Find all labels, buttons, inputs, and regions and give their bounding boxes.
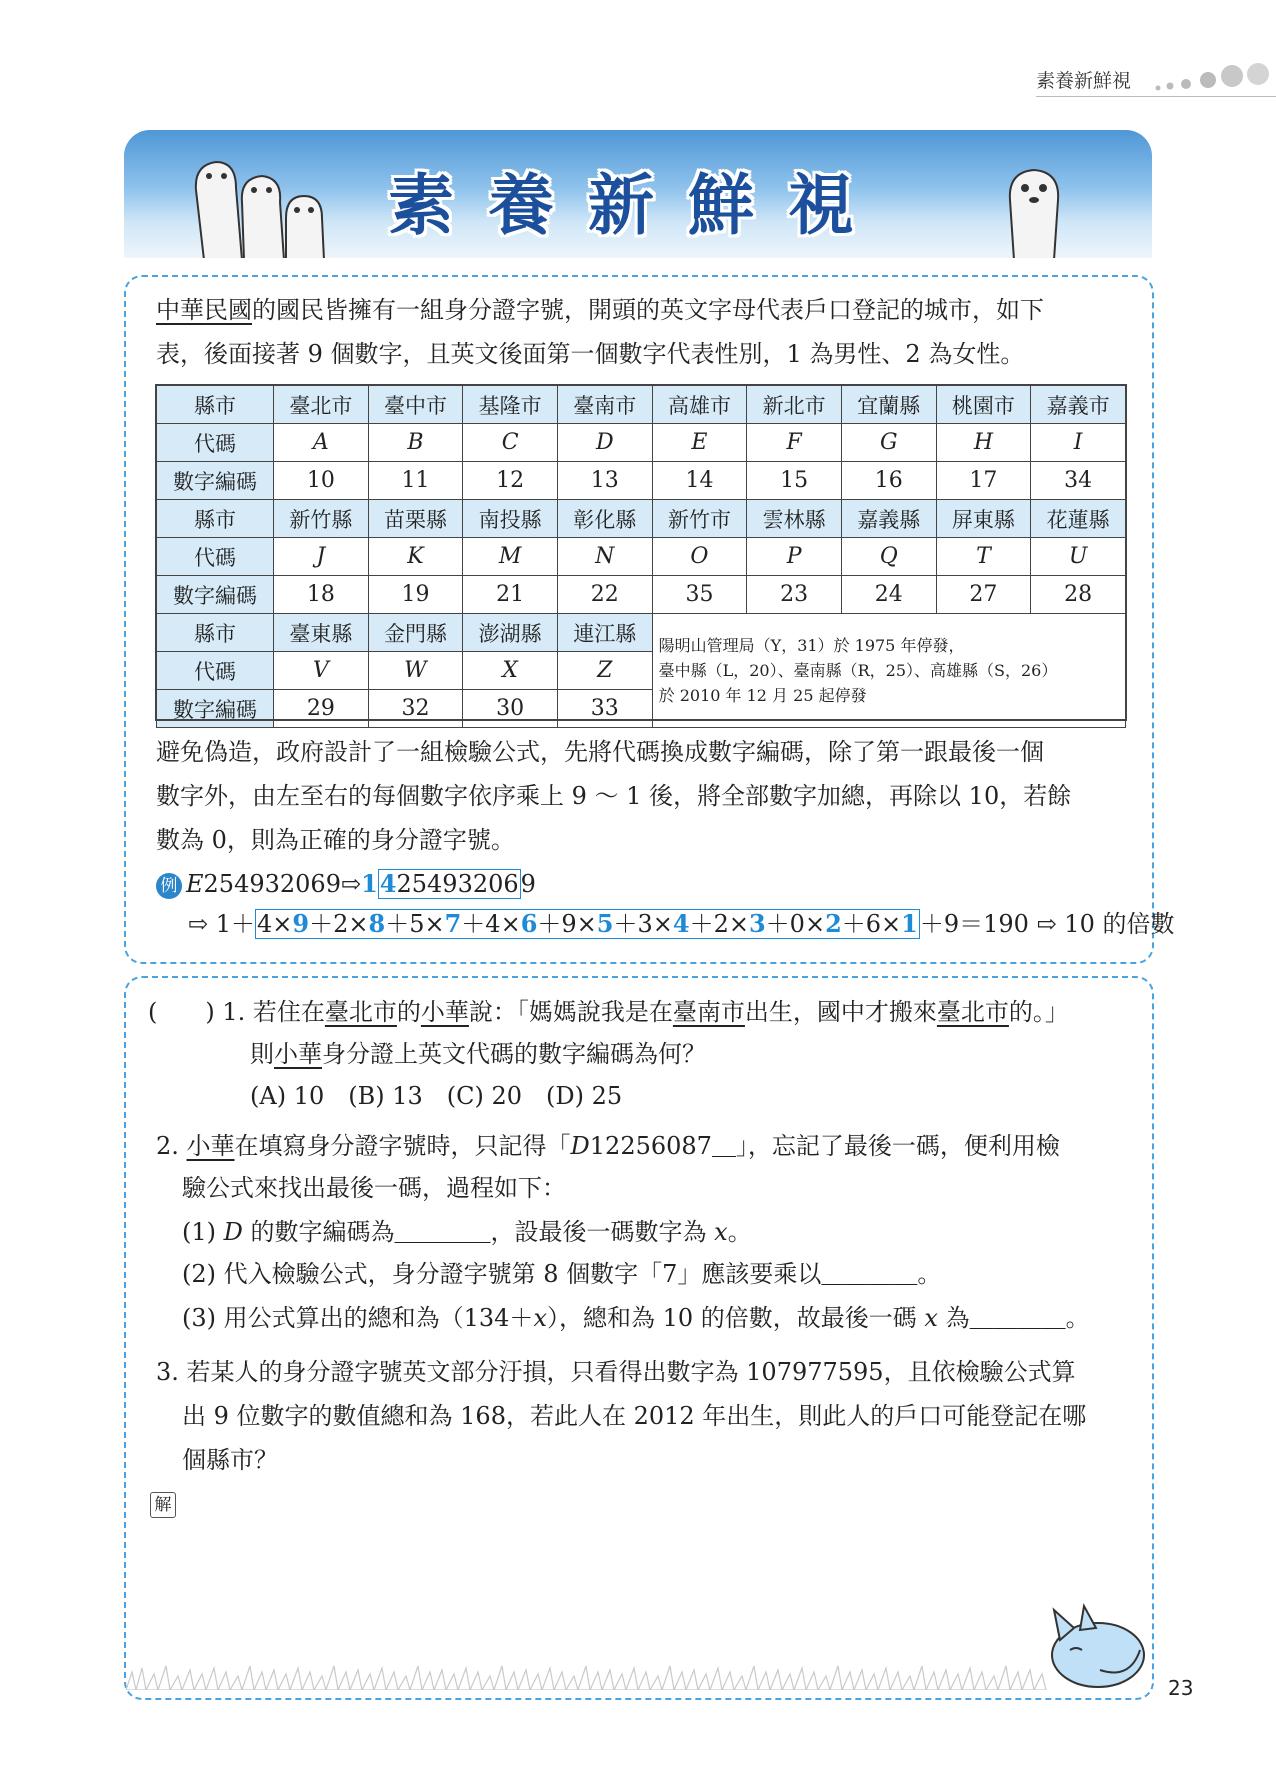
- code-cell: J: [274, 538, 369, 576]
- table-row: [157, 500, 1126, 538]
- times-sign: ×: [804, 910, 826, 938]
- city-cell: 基隆市: [463, 386, 558, 424]
- table-row: [157, 424, 1126, 462]
- code-cell: F: [747, 424, 842, 462]
- plus-sign: ＋: [309, 910, 334, 938]
- arrow-icon: ⇨: [340, 870, 362, 898]
- row-header: 數字編碼: [157, 690, 274, 728]
- term-digit: 3: [637, 910, 653, 938]
- city-cell: 嘉義縣: [841, 500, 936, 538]
- q2-line-1: 2. 小華在填寫身分證字號時，只記得「D12256087＿」，忘記了最後一碼，便利用檢: [156, 1132, 1060, 1160]
- number-cell: 21: [463, 576, 558, 614]
- number-cell: 15: [747, 462, 842, 500]
- plus-sign: ＋: [841, 910, 866, 938]
- number-cell: 18: [274, 576, 369, 614]
- solution-area[interactable]: [150, 1480, 176, 1524]
- note-line: 陽明山管理局（Y，31）於 1975 年停發，: [658, 636, 965, 655]
- times-sign: ×: [881, 910, 902, 938]
- times-sign: ×: [652, 910, 673, 938]
- city-cell: 花蓮縣: [1031, 500, 1126, 538]
- note-line: 於 2010 年 12 月 25 起停發: [658, 686, 867, 705]
- city-cell: 臺北市: [274, 386, 369, 424]
- term-weight: 4: [672, 909, 690, 938]
- plus-sign: ＋: [537, 910, 562, 938]
- q3-line-3: 個縣市？: [182, 1446, 278, 1474]
- row-header: 數字編碼: [157, 462, 274, 500]
- code-cell: T: [936, 538, 1031, 576]
- title-banner: [124, 130, 1152, 258]
- code-cell: H: [936, 424, 1031, 462]
- times-sign: ×: [348, 910, 369, 938]
- note-line: 臺中縣（L，20）、臺南縣（R，25）、高雄縣（S，26）: [658, 661, 1058, 680]
- code-cell: A: [274, 424, 369, 462]
- code-cell: X: [463, 652, 558, 690]
- city-cell: 臺南市: [557, 386, 652, 424]
- number-cell: 32: [368, 690, 463, 728]
- city-cell: 嘉義市: [1031, 386, 1126, 424]
- number-cell: 28: [1031, 576, 1126, 614]
- term-digit: 2: [333, 910, 349, 938]
- term-weight: 1: [901, 909, 918, 938]
- example-weighted-terms: [255, 909, 920, 939]
- number-cell: 30: [463, 690, 558, 728]
- code-cell: I: [1031, 424, 1126, 462]
- example-boxed-digits: 425493206: [379, 869, 519, 898]
- example-code-letter: E: [186, 870, 204, 898]
- answer-paren[interactable]: ( ): [148, 998, 215, 1026]
- code-cell: M: [463, 538, 558, 576]
- grass-decoration-icon: [126, 1660, 1148, 1690]
- meerkat-illustration-icon: [994, 160, 1074, 258]
- city-cell: 雲林縣: [747, 500, 842, 538]
- city-cell: 新北市: [747, 386, 842, 424]
- code-cell: P: [747, 538, 842, 576]
- q2-sub-1: (1) D 的數字編碼為＿＿＿＿，設最後一碼數字為 x。: [182, 1218, 752, 1246]
- page-number: 23: [1168, 1676, 1194, 1700]
- city-cell: 臺中市: [368, 386, 463, 424]
- plus-sign: ＋: [613, 910, 638, 938]
- city-cell: 金門縣: [368, 614, 463, 652]
- rule-line-2: 數字外，由左至右的每個數字依序乘上 9 ～ 1 後，將全部數字加總，再除以 10，若餘: [156, 782, 1072, 810]
- code-cell: C: [463, 424, 558, 462]
- table-row: [157, 386, 1126, 424]
- times-sign: ×: [424, 910, 445, 938]
- city-cell: 苗栗縣: [368, 500, 463, 538]
- city-cell: 屏東縣: [936, 500, 1031, 538]
- city-cell: 臺東縣: [274, 614, 369, 652]
- table-row: [157, 462, 1126, 500]
- city-cell: 新竹市: [652, 500, 747, 538]
- q2-line-2: 驗公式來找出最後一碼，過程如下：: [182, 1174, 566, 1202]
- intro-line-1: 中華民國的國民皆擁有一組身分證字號，開頭的英文字母代表戶口登記的城市，如下: [156, 296, 1044, 324]
- number-cell: 35: [652, 576, 747, 614]
- city-cell: 高雄市: [652, 386, 747, 424]
- q3-line-1: 3. 若某人的身分證字號英文部分汙損，只看得出數字為 107977595，且依檢驗公式算: [156, 1358, 1076, 1386]
- number-cell: 19: [368, 576, 463, 614]
- row-header: 數字編碼: [157, 576, 274, 614]
- term-digit: 4: [485, 910, 501, 938]
- q3-line-2: 出 9 位數字的數值總和為 168，若此人在 2012 年出生，則此人的戶口可能登記在哪: [182, 1402, 1087, 1430]
- code-cell: G: [841, 424, 936, 462]
- q2-sub-2: (2) 代入檢驗公式，身分證字號第 8 個數字「7」應該要乘以＿＿＿＿。: [182, 1260, 942, 1288]
- term-weight: 3: [748, 909, 766, 938]
- term-digit: 5: [409, 910, 425, 938]
- term-digit: 2: [713, 910, 729, 938]
- plus-sign: ＋: [765, 910, 790, 938]
- rule-line-1: 避免偽造，政府設計了一組檢驗公式，先將代碼換成數字編碼，除了第一跟最後一個: [156, 738, 1044, 766]
- plus-sign: ＋: [385, 910, 410, 938]
- city-cell: 連江縣: [557, 614, 652, 652]
- table-note: [652, 614, 1125, 728]
- example-line-1: 例 E254932069⇨14254932069: [156, 862, 536, 906]
- code-cell: O: [652, 538, 747, 576]
- section-tag: 素養新鮮視: [1036, 70, 1132, 92]
- table-row: [157, 614, 1126, 652]
- code-cell: W: [368, 652, 463, 690]
- term-weight: 9: [292, 909, 310, 938]
- number-cell: 10: [274, 462, 369, 500]
- number-cell: 14: [652, 462, 747, 500]
- number-cell: 17: [936, 462, 1031, 500]
- row-header: 代碼: [157, 538, 274, 576]
- code-cell: D: [557, 424, 652, 462]
- times-sign: ×: [500, 910, 521, 938]
- code-cell: Z: [557, 652, 652, 690]
- city-cell: 新竹縣: [274, 500, 369, 538]
- example-code-digits: 254932069: [203, 870, 341, 898]
- example-line-2: ⇨ 1＋4×9＋2×8＋5×7＋4×6＋9×5＋3×4＋2×3＋0×2＋6×1＋9＝190 ⇨ 10 的倍數: [188, 909, 1175, 938]
- city-cell: 彰化縣: [557, 500, 652, 538]
- plus-sign: ＋: [689, 910, 714, 938]
- times-sign: ×: [272, 910, 293, 938]
- number-cell: 16: [841, 462, 936, 500]
- solution-label: 解: [150, 1492, 176, 1518]
- city-cell: 桃園市: [936, 386, 1031, 424]
- code-cell: V: [274, 652, 369, 690]
- q1-line-1: ( ) 1. 若住在臺北市的小華說：「媽媽說我是在臺南市出生，國中才搬來臺北市的。」: [148, 998, 1069, 1026]
- row-header: 縣市: [157, 614, 274, 652]
- term-weight: 5: [596, 909, 614, 938]
- table-row: [157, 538, 1126, 576]
- row-header: 縣市: [157, 386, 274, 424]
- intro-line-2: 表，後面接著 9 個數字，且英文後面第一個數字代表性別，1 為男性、2 為女性。: [156, 340, 1025, 368]
- sleeping-fox-icon: [1040, 1600, 1150, 1690]
- code-cell: B: [368, 424, 463, 462]
- code-cell: N: [557, 538, 652, 576]
- number-cell: 12: [463, 462, 558, 500]
- city-code-table: [156, 385, 1126, 728]
- times-sign: ×: [728, 910, 749, 938]
- number-cell: 33: [557, 690, 652, 728]
- q1-options: (A) 10 (B) 13 (C) 20 (D) 25: [250, 1082, 623, 1110]
- header-rule: [1036, 96, 1276, 97]
- code-cell: Q: [841, 538, 936, 576]
- rule-line-3: 數為 0，則為正確的身分證字號。: [156, 826, 515, 854]
- term-digit: 6: [865, 910, 882, 938]
- times-sign: ×: [576, 910, 597, 938]
- city-cell: 南投縣: [463, 500, 558, 538]
- term-digit: 0: [789, 910, 805, 938]
- term-digit: 4: [257, 910, 273, 938]
- code-cell: E: [652, 424, 747, 462]
- number-cell: 13: [557, 462, 652, 500]
- number-cell: 22: [557, 576, 652, 614]
- number-cell: 24: [841, 576, 936, 614]
- number-cell: 11: [368, 462, 463, 500]
- term-weight: 7: [444, 909, 462, 938]
- row-header: 縣市: [157, 500, 274, 538]
- term-roc: 中華民國: [156, 296, 252, 324]
- number-cell: 29: [274, 690, 369, 728]
- row-header: 代碼: [157, 652, 274, 690]
- number-cell: 27: [936, 576, 1031, 614]
- city-cell: 澎湖縣: [463, 614, 558, 652]
- term-weight: 2: [825, 909, 842, 938]
- q1-line-2: 則小華身分證上英文代碼的數字編碼為何？: [250, 1040, 706, 1068]
- example-badge: 例: [156, 873, 182, 899]
- plus-sign: ＋: [461, 910, 486, 938]
- row-header: 代碼: [157, 424, 274, 462]
- city-cell: 宜蘭縣: [841, 386, 936, 424]
- q2-sub-3: (3) 用公式算出的總和為（134＋x），總和為 10 的倍數，故最後一碼 x 為＿＿＿＿。: [182, 1304, 1090, 1332]
- term-weight: 6: [520, 909, 538, 938]
- number-cell: 34: [1031, 462, 1126, 500]
- term-digit: 9: [561, 910, 577, 938]
- code-cell: K: [368, 538, 463, 576]
- term-weight: 8: [368, 909, 386, 938]
- number-cell: 23: [747, 576, 842, 614]
- table-row: [157, 576, 1126, 614]
- decorative-dots-icon: [1150, 62, 1270, 94]
- code-cell: U: [1031, 538, 1126, 576]
- banner-title: 素養新鮮視: [388, 167, 888, 244]
